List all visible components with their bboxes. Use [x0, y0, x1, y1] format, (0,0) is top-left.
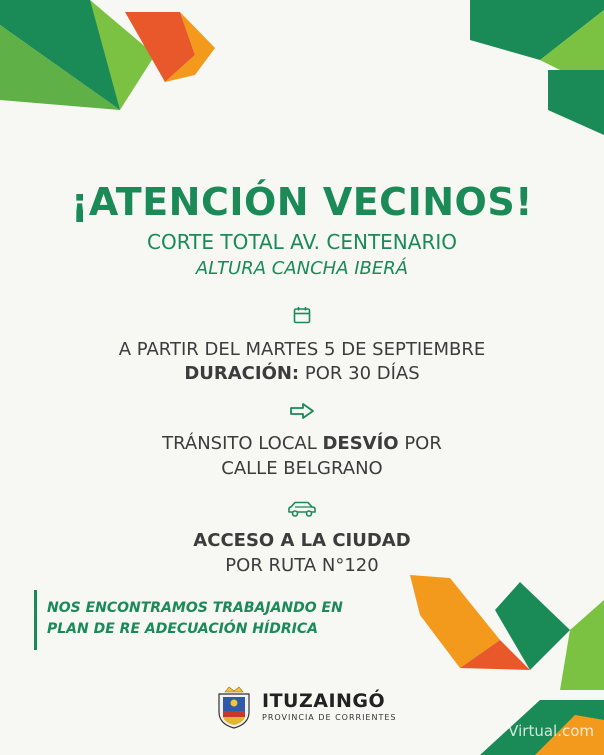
work-notice-banner — [34, 590, 417, 650]
access-line-2: POR RUTA N°120 — [225, 555, 379, 576]
brand — [262, 690, 397, 722]
brand-name: ITUZAINGÓ — [262, 690, 386, 712]
schedule-start: A PARTIR DEL MARTES 5 DE SEPTIEMBRE — [118, 339, 486, 360]
calendar-icon — [293, 306, 311, 324]
banner-line-2: PLAN DE RE ADECUACIÓN HÍDRICA — [47, 621, 318, 637]
duration-label: DURACIÓN: — [184, 363, 300, 384]
detour-text-pre: TRÁNSITO LOCAL — [162, 433, 323, 454]
brand-province: PROVINCIA DE CORRIENTES — [262, 713, 397, 722]
access-line-1: ACCESO A LA CIUDAD — [193, 530, 411, 551]
deco-top-right-green-2 — [548, 70, 604, 135]
watermark: Virtual.com — [508, 722, 594, 740]
subtitle: CORTE TOTAL AV. CENTENARIO — [147, 230, 457, 254]
page-title: ¡ATENCIÓN VECINOS! — [70, 180, 534, 224]
location-subtitle: ALTURA CANCHA IBERÁ — [195, 258, 409, 279]
duration-value: POR 30 DÍAS — [304, 363, 420, 384]
banner-line-1: NOS ENCONTRAMOS TRABAJANDO EN — [47, 600, 343, 616]
arrow-right-icon — [289, 402, 315, 420]
detour-keyword: DESVÍO — [322, 433, 399, 454]
detour-line-2: CALLE BELGRANO — [221, 458, 383, 479]
detour-line-1 — [0, 433, 604, 454]
schedule-duration — [0, 363, 604, 384]
detour-text-post: POR — [398, 433, 442, 454]
deco-bottom-right-light-green — [560, 600, 604, 690]
coat-of-arms-icon — [215, 686, 253, 730]
car-icon — [286, 500, 318, 518]
